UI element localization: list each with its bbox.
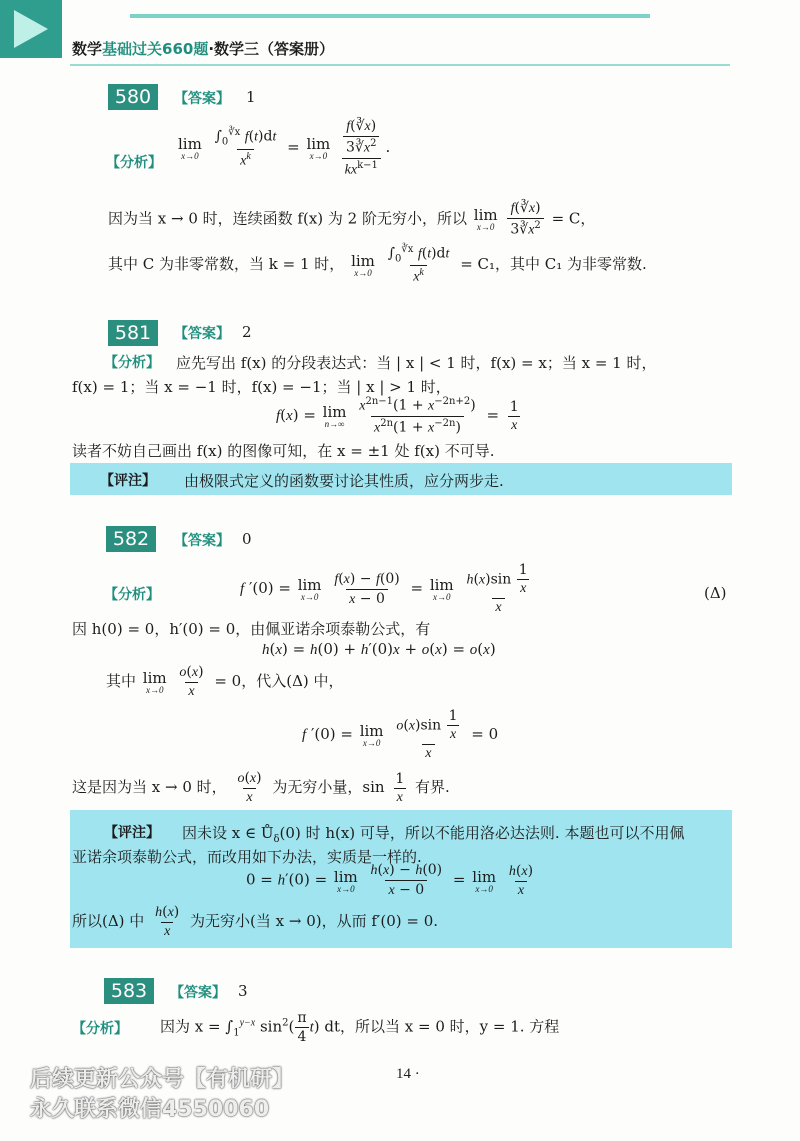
text-583-line1-start: 因为 x = [160,1017,221,1036]
answer-label: 【答案】 [170,985,226,1001]
analysis-label: 【分析】 [104,587,160,603]
problem-number-582: 582 [106,526,156,552]
note-text: 由极限式定义的函数要讨论其性质，应分两步走. [184,472,504,490]
text-580-line2-body: 因为当 x → 0 时，连续函数 f(x) 为 2 阶无穷小，所以 [108,209,467,228]
header-underline [70,64,730,66]
note-582-line4-end: 为无穷小(当 x → 0)，从而 f′(0) = 0. [190,912,439,930]
header-rule [130,14,650,18]
formula-582-derivative: f ′(0) = lim x→0 $\frac{f(x) - f(0)}{x - 0}$ = lim x→0 h(x)sin $\frac{1}{x}$ x [240,562,528,615]
answer-label: 【答案】 [174,326,230,342]
problem-number-583: 583 [104,978,154,1004]
text-581-line1: 应先写出 f(x) 的分段表达式：当 | x | < 1 时，f(x) = x；当 x = 1 时， [176,354,657,372]
formula-580-limit: lim x→0 $\frac{\int_0^{∛x} f(t)dt}{x^k}$ = lim x→0 $\frac{\frac{f(∛x)}{3∛x^2}}{kx^{k-1}}$ . [178,118,391,178]
text-581-line4: 读者不妨自己画出 f(x) 的图像可知，在 x = ±1 处 f(x) 不可导. [72,442,495,460]
equation-tag-delta: (Δ) [704,584,727,602]
note-582-line2: 亚诺余项泰勒公式，而改用如下办法，实质是一样的. [72,848,422,866]
text-582-line6-mid: 为无穷小量，sin [272,778,385,796]
problem-number-580: 580 [108,84,158,110]
note-label: 【评注】 [100,473,156,489]
text-583-line1-end: dt，所以当 x = 0 时，y = 1. 方程 [324,1017,560,1036]
text-581-line2: f(x) = 1；当 x = −1 时，f(x) = −1；当 | x | > 1 时， [72,378,451,396]
text-582-line4-start: 其中 [106,672,137,690]
text-582-line4: 其中 lim x→0 $\frac{o(x)}{x}$ = 0，代入(Δ) 中， [106,664,344,699]
note-582-line1-end: (0) 时 h(x) 可导，所以不能用洛必达法则. 本题也可以不用佩 [279,824,685,842]
text-580-line3-end: = C₁，其中 C₁ 为非零常数. [460,255,647,274]
text-582-line4-end: = 0，代入(Δ) 中， [214,672,344,690]
page-number: 14 · [396,1066,420,1082]
text-582-line6-start: 这是因为当 x → 0 时， [72,778,227,796]
text-580-line2-end: = C， [551,209,596,228]
analysis-label: 【分析】 [72,1021,128,1037]
answer-value: 1 [246,88,256,106]
note-582-line1: 因未设 x ∈ $Ů_\delta(0)$ 时 h(x) 可导，所以不能用洛必达法则. 本题也可以不用佩 [182,824,685,845]
header-title-accent: 基础过关660题 [102,40,209,58]
header-title-part: ·数学三（答案册） [208,40,335,58]
page-header-title [72,38,334,59]
note-582-line4-start: 所以(Δ) 中 [72,912,145,930]
text-583-line1: 因为 $x = \int_1^{y-x}$ $\sin^2$( $\frac{\pi}{4}$ t) dt，所以当 x = 0 时，y = 1. 方程 [160,1010,560,1045]
answer-value: 3 [238,982,248,1000]
formula-582-taylor: h(x) = h(0) + h′(0)x + o(x) = o(x) [262,640,496,658]
text-580-line2: 因为当 x → 0 时，连续函数 f(x) 为 2 阶无穷小，所以 lim x→0 $\frac{f(∛x)}{3∛x^2}$ = C， [108,200,596,238]
analysis-label: 【分析】 [106,155,162,171]
text-580-line3: 其中 C 为非零常数，当 k = 1 时， lim x→0 $\frac{\int_0^{∛x} f(t)dt}{x^k}$ = C₁，其中 C₁ 为非零常数. [108,244,647,286]
formula-582-result: f ′(0) = lim x→0 o(x)sin $\frac{1}{x}$ x = 0 [302,708,499,761]
note-582-line4: 所以(Δ) 中 $\frac{h(x)}{x}$ 为无穷小(当 x → 0)，从而 f′(0) = 0. [72,904,439,939]
analysis-label: 【分析】 [104,355,160,371]
watermark-line1: 后续更新公众号【有机研】 [30,1067,295,1092]
answer-label: 【答案】 [174,91,230,107]
note-label: 【评注】 [104,825,160,841]
answer-value: 0 [242,530,252,548]
note-582-line1-start: 因未设 x ∈ Ů [182,824,274,842]
text-580-line3-body: 其中 C 为非零常数，当 k = 1 时， [108,255,345,274]
problem-number-581: 581 [108,320,158,346]
play-triangle-icon [14,10,48,48]
text-582-line2: 因 h(0) = 0，h′(0) = 0，由佩亚诺余项泰勒公式，有 [72,620,431,638]
text-582-line6: 这是因为当 x → 0 时， $\frac{o(x)}{x}$ 为无穷小量，sin $\frac{1}{x}$ 有界. [72,770,450,805]
formula-581-piecewise: f(x) = lim n→∞ $\frac{x^{2n-1}(1 + x^{-2n+2})}{x^{2n}(1 + x^{-2n})}$ = $\frac{1}{x}$ [276,396,519,436]
watermark-line2: 永久联系微信4550060 [30,1097,270,1122]
answer-value: 2 [242,323,252,341]
text-582-line6-end: 有界. [415,778,450,796]
answer-label: 【答案】 [174,533,230,549]
note-582-formula: 0 = h′(0) = lim x→0 $\frac{h(x) - h(0)}{x - 0}$ = lim x→0 $\frac{h(x)}{x}$ [246,862,534,898]
header-title-part: 数学 [72,40,103,58]
